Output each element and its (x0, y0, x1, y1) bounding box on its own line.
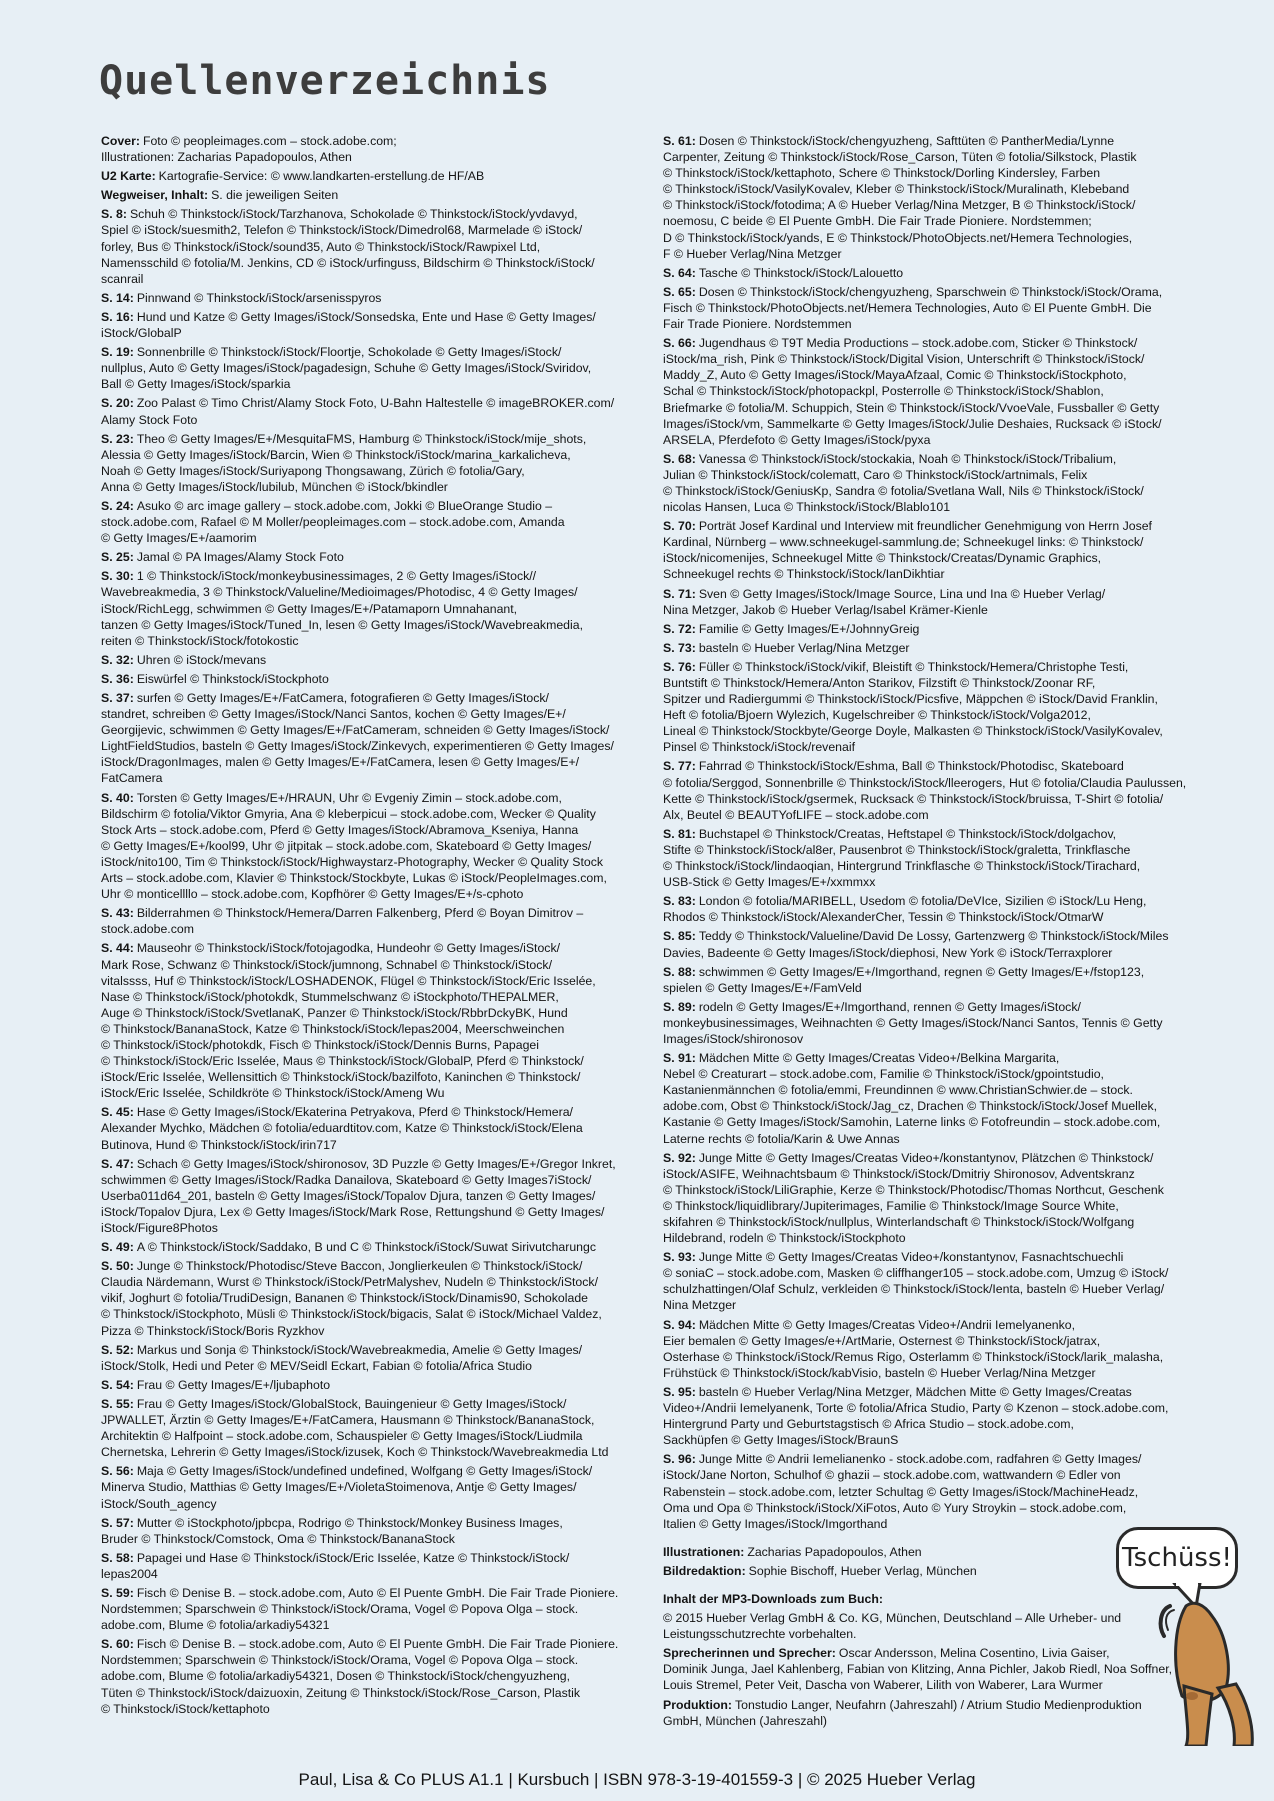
source-entry: S. 45: Hase © Getty Images/iStock/Ekaterina Petryakova, Pferd © Thinkstock/Hemera/ Alexander Mychko, Mädchen © fotolia/eduardtitov.com, Katze © Thinkstock/iStock/Elena Butinova, Hund © Thinkstock/iStock/irin717 (101, 1105, 583, 1152)
page-label: S. 52: (101, 1342, 134, 1357)
page-label: S. 59: (101, 1585, 134, 1600)
page-label: S. 72: (663, 621, 696, 636)
source-entry: S. 70: Porträt Josef Kardinal und Interview mit freundlicher Genehmigung von Herrn Josef Kardinal, Nürnberg – www.schneekugel-sammlung.de; Schneekugel links: © Thinkstock/ iStock/nicomenijes, Schneekugel Mitte © Thinkstock/Creatas/Dynamic Graphics, Schneekugel rechts © Thinkstock/iStock/IanDikhtiar (663, 519, 1152, 582)
source-entry: S. 57: Mutter © iStockphoto/jpbcpa, Rodrigo © Thinkstock/Monkey Business Images, Bruder © Thinkstock/Comstock, Oma © Thinkstock/BananaStock (101, 1515, 563, 1546)
left-column (101, 133, 644, 1720)
page-label: S. 25: (101, 550, 134, 565)
source-entry: S. 83: London © fotolia/MARIBELL, Usedom © fotolia/DeVIce, Sizilien © iStock/Lu Heng, Rhodos © Thinkstock/iStock/AlexanderCher, Tessin © Thinkstock/iStock/OtmarW (663, 894, 1147, 925)
page-label: S. 32: (101, 652, 134, 667)
source-entry: S. 16: Hund und Katze © Getty Images/iStock/Sonsedska, Ente und Hase © Getty Images/ iStock/GlobalP (101, 309, 596, 341)
page-label: S. 92: (663, 1150, 696, 1165)
page-title: Quellenverzeichnis (99, 58, 551, 104)
source-entry: S. 85: Teddy © Thinkstock/Valueline/David De Lossy, Gartenzwerg © Thinkstock/iStock/Miles Davies, Badeente © Getty Images/iStock/diephosi, New York © iStock/Terraxplorer (663, 929, 1169, 960)
page-label: S. 43: (101, 906, 134, 921)
page-label: S. 57: (101, 1515, 134, 1530)
page-label: S. 91: (663, 1051, 696, 1066)
page-label: S. 77: (663, 759, 696, 774)
page-label: S. 81: (663, 826, 696, 841)
source-entry: S. 37: surfen © Getty Images/E+/FatCamera, fotografieren © Getty Images/iStock/ standret, schreiben © Getty Images/iStock/Nanci Santos, kochen © Getty Images/E+/ Georgijevic, schwimmen © Getty Images/E+/FatCameram, schneiden © Getty Images/iStock/ LightFieldStudios, basteln © Getty Images/iStock/Zinkevych, experimentieren © Getty Images/ iStock/DragonImages, malen © Getty Images/E+/FatCamera, lesen © Getty Images/E+/ FatCamera (101, 691, 614, 786)
right-entries-list (663, 133, 1199, 1532)
page-label: S. 40: (101, 790, 134, 805)
source-entry: S. 25: Jamal © PA Images/Alamy Stock Foto (101, 550, 344, 565)
source-entry: S. 56: Maja © Getty Images/iStock/undefined undefined, Wolfgang © Getty Images/iStock/ Minerva Studio, Matthias © Getty Images/E+/VioletaStoimenova, Antje © Getty Images/ iStock/South_agency (101, 1464, 593, 1511)
right-column (663, 133, 1199, 1732)
source-entry: S. 30: 1 © Thinkstock/iStock/monkeybusinessimages, 2 © Getty Images/iStock// Wavebreakmedia, 3 © Thinkstock/Valueline/Medioimages/Photodisc, 4 © Getty Images/ iStock/RichLegg, schwimmen © Getty Images/E+/Patamaporn Umnahanant, tanzen © Getty Images/iStock/Tuned_In, lesen © Getty Images/iStock/Wavebreakmedia, reiten © Thinkstock/iStock/fotokostic (101, 569, 583, 648)
page-label: S. 93: (663, 1250, 696, 1265)
source-entry: S. 88: schwimmen © Getty Images/E+/Imgorthand, regnen © Getty Images/E+/fstop123, spielen © Getty Images/E+/FamVeld (663, 964, 1145, 995)
source-entry: S. 40: Torsten © Getty Images/E+/HRAUN, Uhr © Evgeniy Zimin – stock.adobe.com, Bildschirm © fotolia/Viktor Gmyria, Ana © kleberpicui – stock.adobe.com, Wecker © Quality Stock Arts – stock.adobe.com, Pferd © Getty Images/iStock/Abramova_Kseniya, Hanna © Getty Images/E+/kool99, Uhr © jitpitak – stock.adobe.com, Skateboard © Getty Images/ iStock/nito100, Tim © Thinkstock/iStock/Highwaystarz-Photography, Wecker © Quality Stock Arts – stock.adobe.com, Klavier © Thinkstock/Stockbyte, Lukas © iStock/PeopleImages.com, Uhr © monticellllo – stock.adobe.com, Kopfhörer © Getty Images/E+/s-cphoto (101, 790, 607, 902)
footer: Paul, Lisa & Co PLUS A1.1 | Kursbuch | ISBN 978-3-19-401559-3 | © 2025 Hueber Verlag (298, 1770, 976, 1789)
source-entry: S. 95: basteln © Hueber Verlag/Nina Metzger, Mädchen Mitte © Getty Images/Creatas Video+/Andrii Iemelyanenk, Torte © fotolia/Africa Studio, Party © Kzenon – stock.adobe.com, Hintergrund Party und Geburtstagstisch © Africa Studio – stock.adobe.com, Sackhüpfen © Getty Images/iStock/BraunS (663, 1384, 1169, 1448)
source-entry: U2 Karte: Kartografie-Service: © www.landkarten-erstellung.de HF/AB (101, 169, 485, 184)
page-label: S. 20: (101, 396, 134, 411)
page-label: S. 14: (101, 290, 134, 305)
page-label: S. 70: (663, 519, 696, 534)
page-label: S. 88: (663, 964, 696, 979)
dog-illustration-icon (1156, 1596, 1274, 1746)
page-label: S. 30: (101, 569, 134, 584)
source-entry: S. 72: Familie © Getty Images/E+/JohnnyGreig (663, 621, 920, 636)
page-label: S. 58: (101, 1550, 134, 1565)
source-entry: S. 36: Eiswürfel © Thinkstock/iStockphoto (101, 671, 329, 686)
source-entry: S. 44: Mauseohr © Thinkstock/iStock/fotojagodka, Hundeohr © Getty Images/iStock/ Mark Rose, Schwanz © Thinkstock/iStock/jumnong, Schnabel © Thinkstock/iStock/ vitalssss, Huf © Thinkstock/iStock/LOSHADENOK, Flügel © Thinkstock/iStock/Eric Isselée, Nase © Thinkstock/iStock/photokdk, Stummelschwanz © iStockphoto/THEPALMER, Auge © Thinkstock/iStock/SvetlanaK, Panzer © Thinkstock/iStock/RbbrDckyBK, Hund © Thinkstock/BananaStock, Katze © Thinkstock/iStock/lepas2004, Meerschweinchen © Thinkstock/iStock/photokdk, Fisch © Thinkstock/iStock/Dennis Burns, Papagei © Thinkstock/iStock/Eric Isselée, Maus © Thinkstock/iStock/GlobalP, Pferd © Thinkstock/ iStock/Eric Isselée, Wellensittich © Thinkstock/iStock/bazilfoto, Kaninchen © Thinkstock/ iStock/Eric Isselée, Schildkröte © Thinkstock/iStock/Ameng Wu (101, 941, 596, 1101)
source-entry: Cover: Foto © peopleimages.com – stock.adobe.com; Illustrationen: Zacharias Papadopoulos, Athen (101, 134, 397, 165)
source-entry: S. 8: Schuh © Thinkstock/iStock/Tarzhanova, Schokolade © Thinkstock/iStock/yvdavyd, Spiel © iStock/suesmith2, Telefon © Thinkstock/iStock/Dimedrol68, Marmelade © iStock/ forley, Bus © Thinkstock/iStock/sound35, Auto © Thinkstock/iStock/Rawpixel Ltd, Namensschild © fotolia/M. Jenkins, CD © iStock/urfinguss, Bildschirm © Thinkstock/iStock/ scanrail (101, 207, 595, 286)
source-entry: S. 89: rodeln © Getty Images/E+/Imgorthand, rennen © Getty Images/iStock/ monkeybusinessimages, Weihnachten © Getty Images/iStock/Nanci Santos, Tennis © Getty Images/iStock/shironosov (663, 999, 1163, 1046)
source-entry: S. 66: Jugendhaus © T9T Media Productions – stock.adobe.com, Sticker © Thinkstock/ iStock/ma_rish, Pink © Thinkstock/iStock/Digital Vision, Unterschrift © Thinkstock/iStock/ Maddy_Z, Auto © Getty Images/iStock/MayaAfzaal, Comic © Thinkstock/iStockphoto, Schal © Thinkstock/iStock/photopackpl, Posterrolle © Thinkstock/iStock/Shablon, Briefmarke © fotolia/M. Schuppich, Stein © Thinkstock/iStock/VvoeVale, Fussballer © Getty Images/iStock/vm, Sammelkarte © Getty Images/iStock/Julie Deshaies, Rucksack © iStock/ ARSELA, Pferdefoto © Getty Images/iStock/pyxa (663, 336, 1162, 447)
page-label: S. 56: (101, 1464, 134, 1479)
source-entry: S. 76: Füller © Thinkstock/iStock/vikif, Bleistift © Thinkstock/Hemera/Christophe Testi, Buntstift © Thinkstock/Hemera/Anton Starikov, Filzstift © Thinkstock/Zoonar RF, Spitzer und Radiergummi © Thinkstock/iStock/Picsfive, Mäppchen © iStock/David Franklin, Heft © fotolia/Bjoern Wylezich, Kugelschreiber © Thinkstock/iStock/Volga2012, Lineal © Thinkstock/Stockbyte/George Doyle, Malkasten © Thinkstock/iStock/VasilyKovalev, Pinsel © Thinkstock/iStock/revenaif (663, 659, 1163, 755)
source-entry: S. 23: Theo © Getty Images/E+/MesquitaFMS, Hamburg © Thinkstock/iStock/mije_shots, Alessia © Getty Images/iStock/Barcin, Wien © Thinkstock/iStock/marina_karkalicheva, Noah © Getty Images/iStock/Suriyapong Thongsawang, Zürich © fotolia/Gary, Anna © Getty Images/iStock/lubilub, München © iStock/bkindler (101, 431, 587, 494)
source-entry: S. 14: Pinnwand © Thinkstock/iStock/arsenisspyros (101, 290, 382, 305)
source-entry: S. 96: Junge Mitte © Andrii Iemelianenko - stock.adobe.com, radfahren © Getty Images/ iStock/Jane Norton, Schulhof © ghazii – stock.adobe.com, wattwandern © Edler von Rabenstein – stock.adobe.com, letzter Schultag © Getty Images/iStock/MachineHeadz, Oma und Opa © Thinkstock/iStock/XiFotos, Auto © Yury Stroykin – stock.adobe.com, Italien © Getty Images/iStock/Imgorthand (663, 1452, 1142, 1531)
page-label: S. 8: (101, 207, 127, 222)
source-entry: S. 50: Junge © Thinkstock/Photodisc/Steve Baccon, Jonglierkeulen © Thinkstock/iStock/ Claudia Närdemann, Wurst © Thinkstock/iStock/PetrMalyshev, Nudeln © Thinkstock/iStock/ vikif, Joghurt © fotolia/TrudiDesign, Bananen © Thinkstock/iStock/Dinamis90, Schokolade © Thinkstock/iStockphoto, Müsli © Thinkstock/iStock/bigacis, Salat © iStock/Michael Valdez, Pizza © Thinkstock/iStock/Boris Ryzkhov (101, 1259, 602, 1338)
mp3-copyright: © 2015 Hueber Verlag GmbH & Co. KG, München, Deutschland – Alle Urheber- und Leistungsschutzrechte vorbehalten. (663, 1611, 1122, 1642)
page-label: S. 24: (101, 498, 134, 513)
source-entry: S. 32: Uhren © iStock/mevans (101, 652, 267, 667)
credit-produktion: Produktion: Tonstudio Langer, Neufahrn (Jahreszahl) / Atrium Studio Medienproduktion GmbH, München (Jahreszahl) (663, 1697, 1142, 1728)
source-entry: S. 47: Schach © Getty Images/iStock/shironosov, 3D Puzzle © Getty Images/E+/Gregor Inkret, schwimmen © Getty Images/iStock/Radka Danailova, Skateboard © Getty Images7iStock/ Userba011d64_201, basteln © Getty Images/iStock/Topalov Djura, tanzen © Getty Images/ iStock/Topalov Djura, Lex © Getty Images/iStock/Mark Rose, Rettungshund © Getty Images/ iStock/Figure8Photos (101, 1156, 616, 1235)
page-label: S. 83: (663, 894, 696, 909)
source-entry: S. 61: Dosen © Thinkstock/iStock/chengyuzheng, Safttüten © PantherMedia/Lynne Carpenter, Zeitung © Thinkstock/iStock/Rose_Carson, Tüten © fotolia/Silkstock, Plastik © Thinkstock/iStock/kettaphoto, Schere © Thinkstock/Dorling Kindersley, Farben © Thinkstock/iStock/VasilyKovalev, Kleber © Thinkstock/iStock/Muralinath, Klebeband © Thinkstock/iStock/fotodima; A © Hueber Verlag/Nina Metzger, B © Thinkstock/iStock/ noemosu, C beide © El Puente GmbH. Die Fair Trade Pioniere. Nordstemmen; D © Thinkstock/iStock/yands, E © Thinkstock/PhotoObjects.net/Hemera Technologies, F © Hueber Verlag/Nina Metzger (663, 134, 1137, 261)
page-label: S. 64: (663, 265, 696, 280)
page-label: S. 73: (663, 640, 696, 655)
source-entry: S. 24: Asuko © arc image gallery – stock.adobe.com, Jokki © BlueOrange Studio – stock.adobe.com, Rafael © M Moller/peopleimages.com – stock.adobe.com, Amanda © Getty Images/E+/aamorim (101, 498, 565, 546)
source-entry: S. 43: Bilderrahmen © Thinkstock/Hemera/Darren Falkenberg, Pferd © Boyan Dimitrov – stock.adobe.com (101, 906, 584, 937)
source-entry: S. 55: Frau © Getty Images/iStock/GlobalStock, Bauingenieur © Getty Images/iStock/ JPWALLET, Ärztin © Getty Images/E+/FatCamera, Hausmann © Thinkstock/BananaStock, Architektin © Halfpoint – stock.adobe.com, Schauspieler © Getty Images/iStock/Liudmila Chernetska, Lehrerin © Getty Images/iStock/izusek, Koch © Thinkstock/Wavebreakmedia Ltd (101, 1396, 609, 1460)
source-entry: S. 54: Frau © Getty Images/E+/ljubaphoto (101, 1377, 331, 1392)
page-label: S. 23: (101, 431, 134, 446)
source-entry: S. 65: Dosen © Thinkstock/iStock/chengyuzheng, Sparschwein © Thinkstock/iStock/Orama, Fisch © Thinkstock/PhotoObjects.net/Hemera Technologies, Auto © El Puente GmbH. Die Fair Trade Pioniere. Nordstemmen (663, 284, 1163, 332)
source-entry: Wegweiser, Inhalt: S. die jeweiligen Seiten (101, 188, 339, 203)
page-label: S. 19: (101, 345, 134, 360)
page-label: S. 47: (101, 1156, 134, 1171)
source-entry: S. 73: basteln © Hueber Verlag/Nina Metzger (663, 640, 910, 655)
source-entry: S. 77: Fahrrad © Thinkstock/iStock/Eshma, Ball © Thinkstock/Photodisc, Skateboard © fotolia/Serggod, Sonnenbrille © Thinkstock/iStock/lleerogers, Hut © fotolia/Claudia Paulussen, Kette © Thinkstock/iStock/gsermek, Rucksack © Thinkstock/iStock/bruissa, T-Shirt © fotolia/ Alx, Beutel © BEAUTYofLIFE – stock.adobe.com (663, 759, 1187, 822)
source-entry: S. 52: Markus und Sonja © Thinkstock/iStock/Wavebreakmedia, Amelie © Getty Images/ iStock/Stolk, Hedi und Peter © MEV/Seidl Eckart, Fabian © fotolia/Africa Studio (101, 1342, 583, 1373)
page-label: Cover: (101, 134, 140, 148)
page-label: S. 71: (663, 586, 696, 601)
source-entry: S. 49: A © Thinkstock/iStock/Saddako, B und C © Thinkstock/iStock/Suwat Sirivutcharungc (101, 1240, 597, 1255)
mp3-heading: Inhalt der MP3-Downloads zum Buch: (663, 1591, 883, 1606)
page-label: S. 60: (101, 1637, 134, 1652)
source-entry: S. 58: Papagei und Hase © Thinkstock/iStock/Eric Isselée, Katze © Thinkstock/iStock/ lepas2004 (101, 1550, 570, 1581)
page-label: S. 66: (663, 336, 696, 351)
page-label: S. 44: (101, 941, 134, 956)
source-entry: S. 20: Zoo Palast © Timo Christ/Alamy Stock Foto, U-Bahn Haltestelle © imageBROKER.com/ Alamy Stock Foto (101, 396, 615, 427)
speech-bubble: Tschüss! (1116, 1527, 1238, 1589)
source-entry: S. 93: Junge Mitte © Getty Images/Creatas Video+/konstantynov, Fasnachtschuechli © soniaC – stock.adobe.com, Masken © cliffhanger105 – stock.adobe.com, Umzug © iStock/ schulzhattingen/Olaf Schulz, verkleiden © Thinkstock/iStock/Ienta, basteln © Hueber Verlag/ Nina Metzger (663, 1250, 1169, 1313)
page-label: S. 55: (101, 1396, 134, 1411)
page-label: S. 50: (101, 1259, 134, 1274)
page-label: S. 36: (101, 671, 134, 686)
source-entry: S. 91: Mädchen Mitte © Getty Images/Creatas Video+/Belkina Margarita, Nebel © Creaturart – stock.adobe.com, Familie © Thinkstock/iStock/gpointstudio, Kastanienmännchen © fotolia/emmi, Freundinnen © www.ChristianSchwier.de – stock. adobe.com, Obst © Thinkstock/iStock/Jag_cz, Drachen © Thinkstock/iStock/Josef Muellek, Kastanie © Getty Images/iStock/Samohin, Laterne links © Fotofreundin – stock.adobe.com, Laterne rechts © fotolia/Karin & Uwe Annas (663, 1051, 1161, 1146)
page-label: S. 85: (663, 929, 696, 944)
page-label: S. 89: (663, 999, 696, 1014)
page-label: S. 76: (663, 659, 696, 674)
source-entry: S. 94: Mädchen Mitte © Getty Images/Creatas Video+/Andrii Iemelyanenko, Eier bemalen © Getty Images/e+/ArtMarie, Osternest © Thinkstock/iStock/jatrax, Osterhase © Thinkstock/iStock/Remus Rigo, Osterlamm © Thinkstock/iStock/larik_malasha, Frühstück © Thinkstock/iStock/kabVisio, basteln © Hueber Verlag/Nina Metzger (663, 1317, 1164, 1380)
page-label: S. 94: (663, 1317, 696, 1332)
page-label: S. 95: (663, 1384, 696, 1399)
page-label: S. 65: (663, 284, 696, 299)
source-entry: S. 59: Fisch © Denise B. – stock.adobe.com, Auto © El Puente GmbH. Die Fair Trade Pioniere. Nordstemmen; Sparschwein © Thinkstock/iStock/Orama, Vogel © Popova Olga – stock. adobe.com, Blume © fotolia/arkadiy54321 (101, 1585, 619, 1633)
source-entry: S. 64: Tasche © Thinkstock/iStock/Lalouetto (663, 265, 904, 280)
credit-sprecher: Sprecherinnen und Sprecher: Oscar Andersson, Melina Cosentino, Livia Gaiser, Dominik Junga, Jael Kahlenberg, Fabian von Klitzing, Anna Pichler, Jakob Riedl, Noa Soffner, Louis Stremel, Peter Veit, Dascha von Waberer, Lilith von Waberer, Lara Wurmer (663, 1646, 1173, 1693)
source-entry: S. 19: Sonnenbrille © Thinkstock/iStock/Floortje, Schokolade © Getty Images/iStock/ nullplus, Auto © Getty Images/iStock/pagadesign, Schuhe © Getty Images/iStock/Sviridov, Ball © Getty Images/iStock/sparkia (101, 345, 592, 392)
source-entry: S. 92: Junge Mitte © Getty Images/Creatas Video+/konstantynov, Plätzchen © Thinkstock/ iStock/ASIFE, Weihnachtsbaum © Thinkstock/iStock/Dmitriy Shironosov, Adventskranz © Thinkstock/iStock/LiliGraphie, Kerze © Thinkstock/Photodisc/Thomas Northcut, Geschenk © Thinkstock/liquidlibrary/Jupiterimages, Familie © Thinkstock/Image Source White, skifahren © Thinkstock/iStock/nullplus, Winterlandschaft © Thinkstock/iStock/Wolfgang Hildebrand, rodeln © Thinkstock/iStockphoto (663, 1150, 1164, 1246)
page-label: S. 61: (663, 134, 696, 148)
page-label: S. 37: (101, 691, 134, 705)
credit-illustrationen: Illustrationen: Zacharias Papadopoulos, Athen (663, 1544, 922, 1559)
source-entry: S. 68: Vanessa © Thinkstock/iStock/stockakia, Noah © Thinkstock/iStock/Tribalium, Julian © Thinkstock/iStock/colematt, Caro © Thinkstock/iStock/artnimals, Felix © Thinkstock/iStock/GeniusKp, Sandra © fotolia/Svetlana Wall, Nils © Thinkstock/iStock/ nicolas Hansen, Luca © Thinkstock/iStock/Blablo101 (663, 451, 1144, 515)
page-label: S. 96: (663, 1452, 696, 1467)
credit-bildredaktion: Bildredaktion: Sophie Bischoff, Hueber Verlag, München (663, 1563, 977, 1578)
source-entry: S. 60: Fisch © Denise B. – stock.adobe.com, Auto © El Puente GmbH. Die Fair Trade Pioniere. Nordstemmen; Sparschwein © Thinkstock/iStock/Orama, Vogel © Popova Olga – stock. adobe.com, Blume © fotolia/arkadiy54321, Dosen © Thinkstock/iStock/chengyuzheng, Tüten © Thinkstock/iStock/daizuoxin, Zeitung © Thinkstock/iStock/Rose_Carson, Plastik © Thinkstock/iStock/kettaphoto (101, 1637, 619, 1716)
page-label: U2 Karte: (101, 169, 156, 184)
page-label: Wegweiser, Inhalt: (101, 188, 209, 203)
page-label: S. 54: (101, 1377, 134, 1392)
page-label: S. 16: (101, 309, 134, 324)
source-entry: S. 71: Sven © Getty Images/iStock/Image Source, Lina und Ina © Hueber Verlag/ Nina Metzger, Jakob © Hueber Verlag/Isabel Krämer-Kienle (663, 586, 1106, 617)
page-label: S. 68: (663, 451, 696, 466)
page-label: S. 49: (101, 1240, 134, 1255)
source-entry: S. 81: Buchstapel © Thinkstock/Creatas, Heftstapel © Thinkstock/iStock/dolgachov, Stifte © Thinkstock/iStock/al8er, Pausenbrot © Thinkstock/iStock/graletta, Trinkflasche © Thinkstock/iStock/lindaoqian, Hintergrund Trinkflasche © Thinkstock/iStock/Tirachard, USB-Stick © Getty Images/E+/xxmmxx (663, 826, 1141, 890)
page-label: S. 45: (101, 1105, 134, 1120)
